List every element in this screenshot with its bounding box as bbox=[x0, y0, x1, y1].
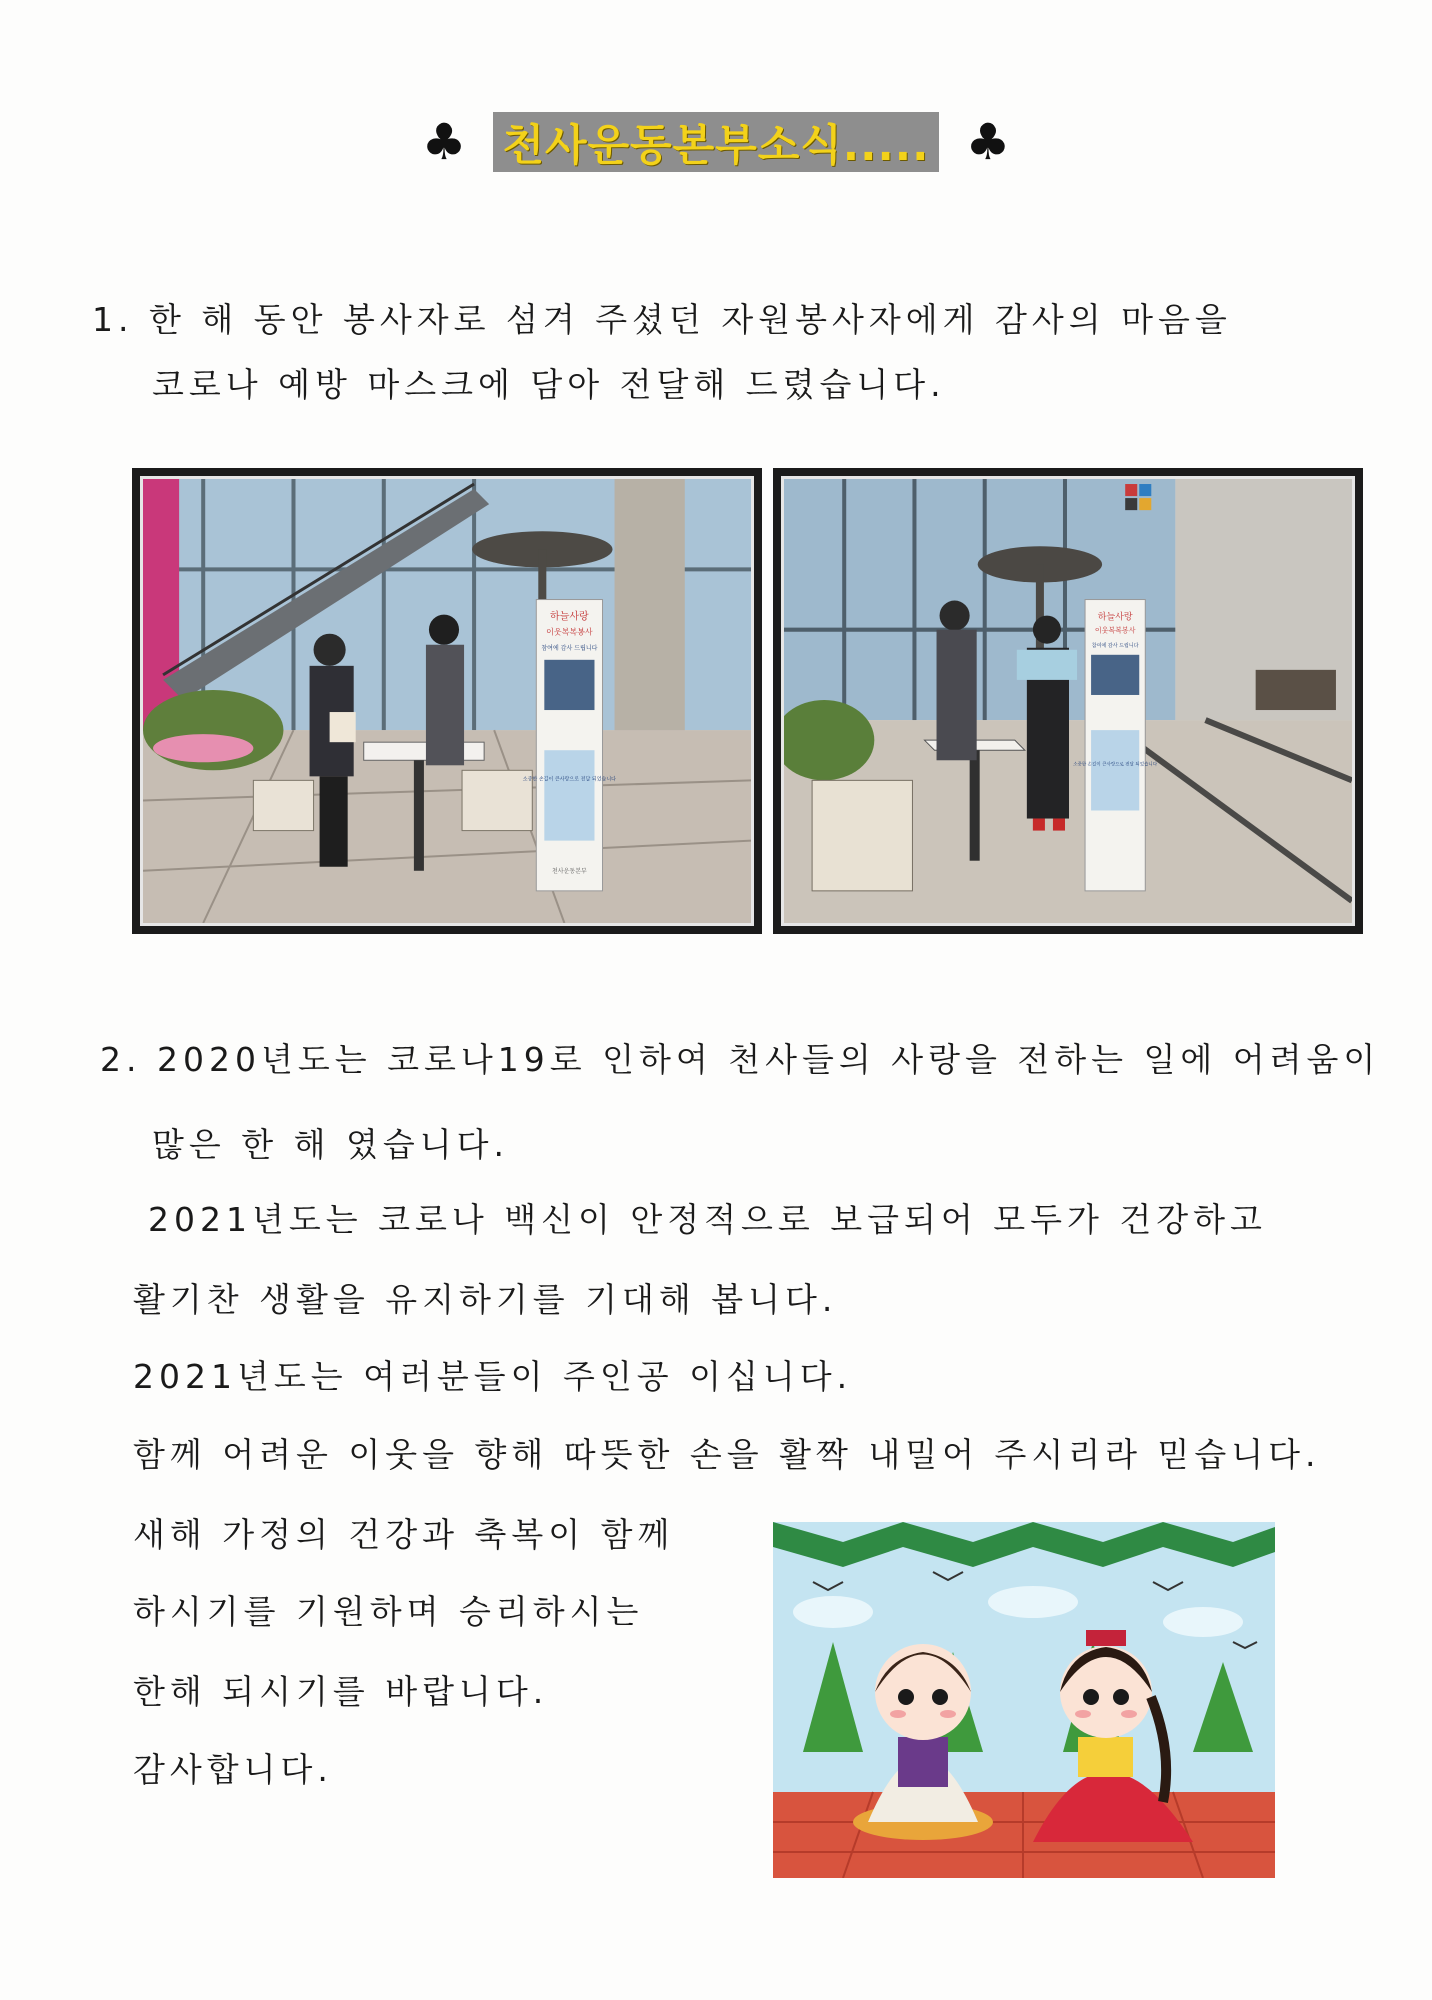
section2-line5: 2021년도는 여러분들이 주인공 이십니다. bbox=[133, 1357, 853, 1396]
banner-line1: 하늘사랑 bbox=[550, 611, 589, 623]
header bbox=[0, 112, 1432, 172]
section2-line4: 활기찬 생활을 유지하기를 기대해 봅니다. bbox=[133, 1280, 838, 1319]
banner-line2: 이웃복복봉사 bbox=[1094, 625, 1136, 635]
section2-line9: 한해 되시기를 바랍니다. bbox=[133, 1672, 549, 1711]
banner-line3: 참여에 감사 드립니다 bbox=[541, 644, 598, 652]
banner-lower: 소중한 손길이 큰사랑으로 전달 되었습니다 bbox=[1073, 762, 1158, 768]
club-suit-icon: ♣ bbox=[421, 113, 467, 171]
title-box bbox=[493, 112, 940, 172]
section1-line2: 코로나 예방 마스크에 담아 전달해 드렸습니다. bbox=[152, 365, 946, 404]
section2-line2: 많은 한 해 였습니다. bbox=[152, 1125, 509, 1164]
photo-left bbox=[132, 468, 762, 934]
banner-line1: 하늘사랑 bbox=[1097, 612, 1133, 623]
section2-line10: 감사합니다. bbox=[133, 1750, 333, 1789]
club-suit-icon: ♣ bbox=[965, 113, 1011, 171]
section2-line1: 2. 2020년도는 코로나19로 인하여 천사들의 사랑을 전하는 일에 어려움이 bbox=[100, 1040, 1381, 1079]
section1-line1: 1. 한 해 동안 봉사자로 섬겨 주셨던 자원봉사자에게 감사의 마음을 bbox=[92, 300, 1232, 339]
banner-lower: 소중한 손길이 큰사랑으로 전달 되었습니다 bbox=[522, 776, 617, 783]
photo-right bbox=[773, 468, 1363, 934]
section2-line7: 새해 가정의 건강과 축복이 함께 bbox=[133, 1515, 675, 1554]
page-title: 천사운동본부소식..... bbox=[502, 120, 930, 171]
banner-line2: 이웃복복봉사 bbox=[546, 627, 593, 637]
section2-line3: 2021년도는 코로나 백신이 안정적으로 보급되어 모두가 건강하고 bbox=[148, 1200, 1267, 1239]
banner-line3: 참여에 감사 드립니다 bbox=[1091, 642, 1139, 649]
photo-left-image bbox=[140, 476, 754, 926]
section2-line8: 하시기를 기원하며 승리하시는 bbox=[133, 1592, 644, 1631]
banner-footer: 천사운동본부 bbox=[551, 867, 587, 875]
new-year-illustration bbox=[773, 1522, 1275, 1878]
section2-line6: 함께 어려운 이웃을 향해 따뜻한 손을 활짝 내밀어 주시리라 믿습니다. bbox=[133, 1435, 1321, 1474]
photo-right-image bbox=[781, 476, 1355, 926]
